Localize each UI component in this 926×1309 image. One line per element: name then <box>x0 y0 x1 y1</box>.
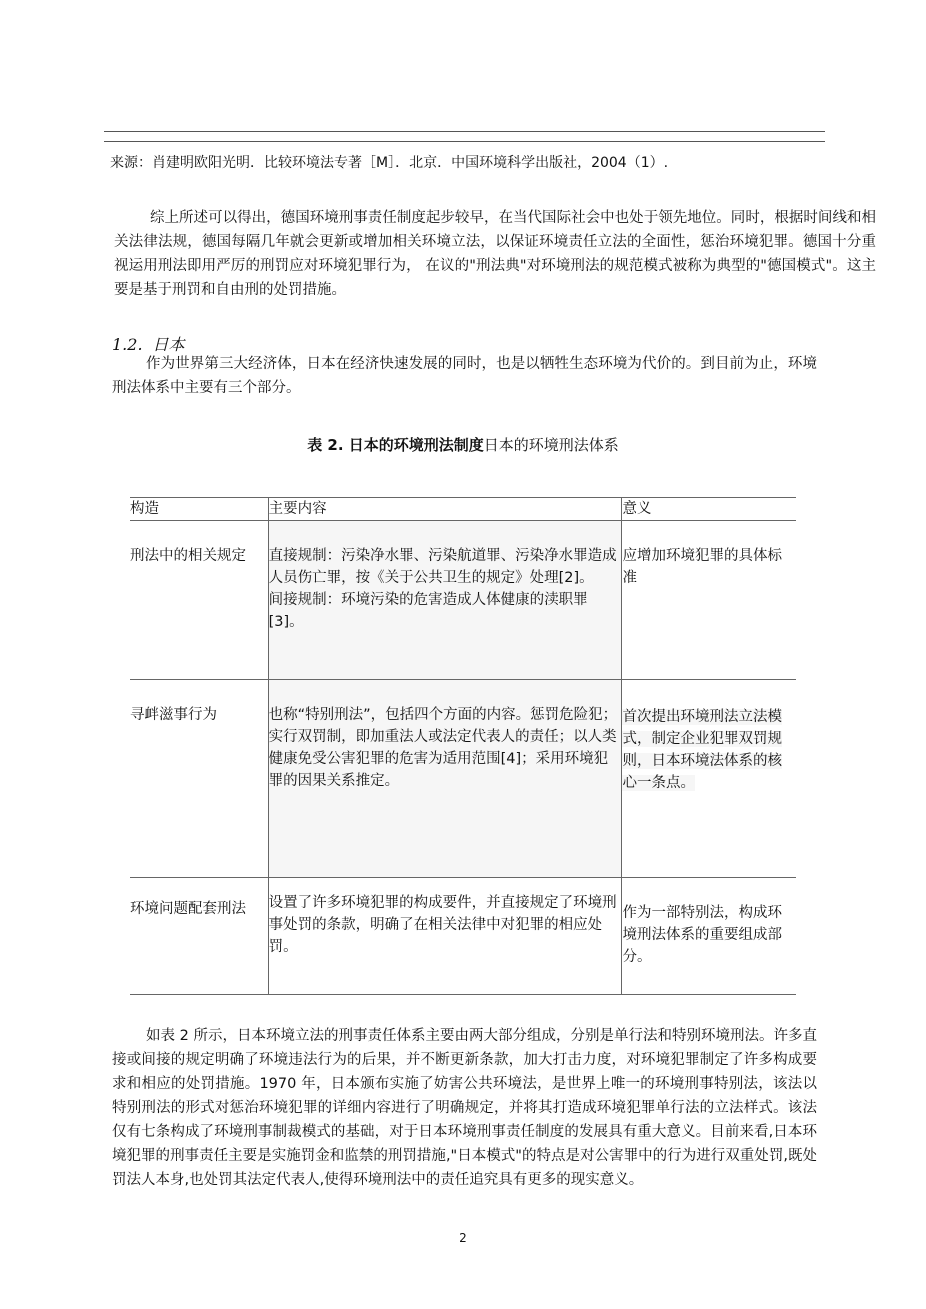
table-caption-bold: 表 2. 日本的环境刑法制度 <box>307 436 484 454</box>
cell-structure: 环境问题配套刑法 <box>130 878 268 995</box>
meaning-text: 首次提出环境刑法立法模式，制定企业犯罪双罚规则，日本环境法体系的核心一条点。 <box>622 709 782 791</box>
cell-meaning: 应增加环境犯罪的具体标准 <box>622 521 796 680</box>
section-title: 日本 <box>152 335 185 354</box>
content-line: 间接规制：环境污染的危害造成人体健康的渎职罪[3]。 <box>268 592 588 630</box>
header-meaning: 意义 <box>622 498 796 521</box>
content-line: 也称“特别刑法”，包括四个方面的内容。惩罚危险犯；实行双罚制，即加重法人或法定代表人的责任；以人类健康免受公害犯罪的危害为适用范围[4]；采用环境犯罪的因果关系推定。 <box>268 707 618 789</box>
table-caption <box>290 432 636 458</box>
table-row <box>130 680 796 878</box>
top-rule-2 <box>104 141 825 142</box>
cell-structure: 寻衅滋事行为 <box>130 680 268 878</box>
section-paragraph: 作为世界第三大经济体，日本在经济快速发展的同时，也是以牺牲生态环境为代价的。到目前为止，环境刑法体系中主要有三个部分。 <box>112 356 817 396</box>
table-caption-rest: 日本的环境刑法体系 <box>483 436 619 454</box>
section-number: 1.2. <box>112 335 143 354</box>
cell-content <box>268 680 622 878</box>
cell-content <box>268 878 622 995</box>
header-structure: 构造 <box>130 498 268 521</box>
intro-paragraph: 综上所述可以得出，德国环境刑事责任制度起步较早，在当代国际社会中也处于领先地位。同时，根据时间线和相关法律法规，德国每隔几年就会更新或增加相关环境立法，以保证环境责任立法的全面性，惩治环境犯罪。德国十分重视运用刑法即用严厉的刑罚应对环境犯罪行为， 在议的"刑法典"对环境刑法的规范模式被称为典型的"德国模式"。这主要是基于刑罚和自由刑的处罚措施。 <box>114 210 876 298</box>
page-number: 2 <box>459 1231 467 1245</box>
cell-meaning <box>622 680 796 878</box>
cell-structure: 刑法中的相关规定 <box>130 521 268 680</box>
table-row <box>130 521 796 680</box>
table-row <box>130 878 796 995</box>
cell-content <box>268 521 622 680</box>
header-content: 主要内容 <box>268 498 622 521</box>
content-line: 设置了许多环境犯罪的构成要件，并直接规定了环境刑事处罚的条款，明确了在相关法律中对犯罪的相应处罚。 <box>268 895 617 955</box>
table-header-row <box>130 498 796 521</box>
closing-paragraph: 如表 2 所示，日本环境立法的刑事责任体系主要由两大部分组成，分别是单行法和特别环境刑法。许多直接或间接的规定明确了环境违法行为的后果，并不断更新条款，加大打击力度，对环境犯罪制定了许多构成要求和相应的处罚措施。1970 年，日本颁布实施了妨害公共环境法，是世界上唯一的环境刑事特别法，该法以特别刑法的形式对惩治环境犯罪的详细内容进行了明确规定，并将其打造成环境犯罪单行法的立法样式。该法仅有七条构成了环境刑事制裁模式的基础，对于日本环境刑事责任制度的发展具有重大意义。目前来看,日本环境犯罪的刑事责任主要是实施罚金和监禁的刑罚措施,"日本模式"的特点是对公害罪中的行为进行双重处罚,既处罚法人本身,也处罚其法定代表人,使得环境刑法中的责任追究具有更多的现实意义。 <box>112 1028 817 1188</box>
cell-meaning: 作为一部特别法，构成环境刑法体系的重要组成部分。 <box>622 878 796 995</box>
content-line: 直接规制：污染净水罪、污染航道罪、污染净水罪造成人员伤亡罪，按《关于公共卫生的规定》处理[2]。 <box>268 548 617 586</box>
top-rule-1 <box>104 131 825 132</box>
source-note: 来源：肖建明欧阳光明．比较环境法专著［M］．北京．中国环境科学出版社，2004（1）. <box>110 155 669 171</box>
japan-law-table <box>130 497 796 995</box>
